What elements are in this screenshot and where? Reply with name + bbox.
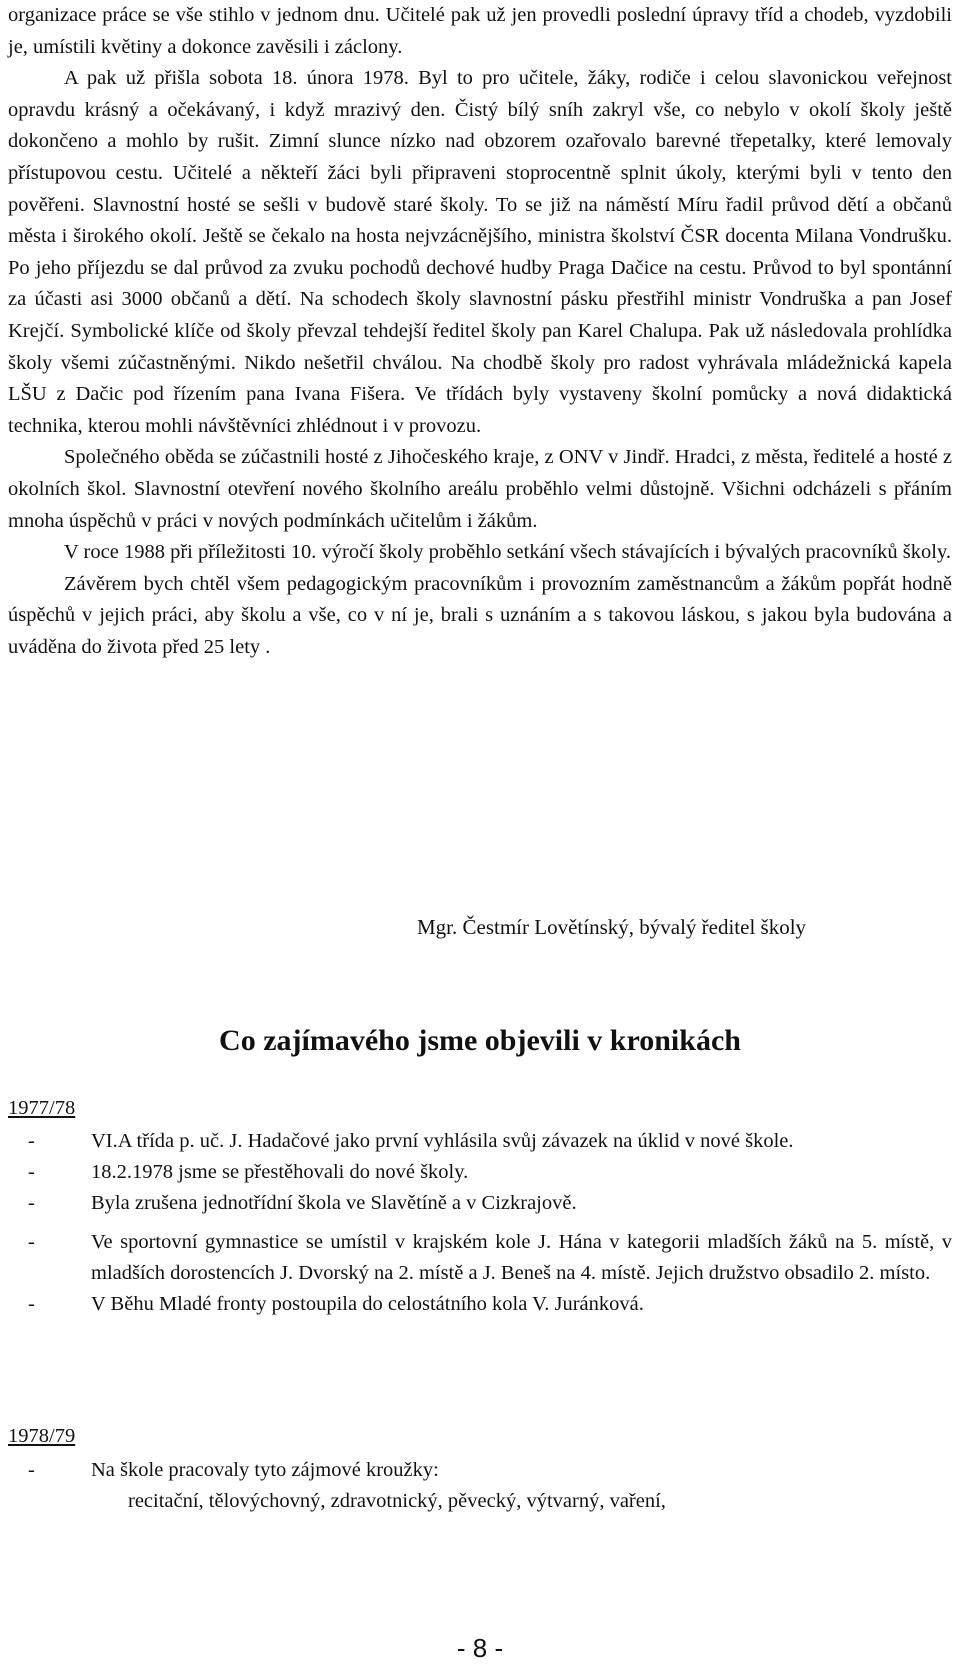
list-item [0, 1157, 952, 1188]
section-heading: Co zajímavého jsme objevili v kronikách [219, 1024, 741, 1057]
dash-bullet: - [28, 1130, 35, 1152]
paragraph: Společného oběda se zúčastnili hosté z Jihočeského kraje, z ONV v Jindř. Hradci, z města, ředitelé a hosté z okolních škol. Slavnostní otevření nového školního areálu proběhlo velmi důstojně. Všichni odcházeli s přáním mnoha úspěchů v práci v nových podmínkách učitelům i žákům. [8, 446, 952, 532]
list-item [0, 1455, 952, 1486]
dash-bullet: - [28, 1161, 35, 1183]
dash-bullet: - [28, 1231, 35, 1253]
list-item-text: Byla zrušena jednotřídní škola ve Slavětíně a v Cizkrajově. [91, 1192, 577, 1214]
dash-bullet: - [28, 1293, 35, 1315]
list-item-text: Ve sportovní gymnastice se umístil v krajském kole J. Hána v kategorii mladších žáků na 5. místě, v mladších dorostencích J. Dvorský na 2. místě a J. Beneš na 4. místě. Jejich družstvo obsadilo 2. místo. [91, 1231, 952, 1284]
year-label: 1978/79 [8, 1425, 76, 1447]
list-item-text: 18.2.1978 jsme se přestěhovali do nové školy. [91, 1161, 469, 1183]
list-item-text: Na škole pracovaly tyto zájmové kroužky: [91, 1459, 439, 1481]
paragraph: Závěrem bych chtěl všem pedagogickým pracovníkům i provozním zaměstnancům a žákům popřát hodně úspěchů v jejich práci, aby školu a vše, co v ní je, brali s uznáním a s takovou láskou, s jakou byla budována a uváděna do života před 25 lety . [8, 572, 952, 658]
dash-bullet: - [28, 1459, 35, 1481]
list-item [0, 1126, 952, 1157]
paragraph: V roce 1988 při příležitosti 10. výročí školy proběhlo setkání všech stávajících i bývalých pracovníků školy. [64, 541, 951, 564]
page-number: - 8 - [456, 1633, 504, 1663]
list-item [0, 1188, 952, 1219]
list-item-text: V Běhu Mladé fronty postoupila do celostátního kola V. Juránková. [91, 1293, 644, 1315]
paragraph: organizace práce se vše stihlo v jednom dnu. Učitelé pak už jen provedli poslední úpravy tříd a chodeb, vyzdobili je, umístili květiny a dokonce zavěsili i záclony. [8, 4, 952, 58]
author-signature: Mgr. Čestmír Lovětínský, bývalý ředitel školy [417, 915, 807, 939]
list-item-continuation: recitační, tělovýchovný, zdravotnický, pěvecký, výtvarný, vaření, [128, 1490, 666, 1512]
chronicle-text [8, 0, 952, 663]
chronicle-list [0, 1126, 952, 1320]
list-item [0, 1227, 952, 1289]
paragraph: A pak už přišla sobota 18. února 1978. Byl to pro učitele, žáky, rodiče i celou slavonickou veřejnost opravdu krásný a očekávaný, i když mrazivý den. Čistý bílý sníh zakryl vše, co nebylo v okolí školy ještě dokončeno a mohlo by rušit. Zimní slunce nízko nad obzorem ozařovalo barevné třepetalky, které lemovaly přístupovou cestu. Učitelé a někteří žáci byli připraveni stoprocentně splnit úkoly, kterými byli v tento den pověřeni. Slavnostní hosté se sešli v budově staré školy. To se již na náměstí Míru řadil průvod dětí a občanů města i širokého okolí. Ještě se čekalo na hosta nejvzácnějšího, ministra školství ČSR docenta Milana Vondrušku. Po jeho příjezdu se dal průvod za zvuku pochodů dechové hudby Praga Dačice na cestu. Průvod to byl spontánní za účasti asi 3000 občanů a dětí. Na schodech školy slavnostní pásku přestřihl ministr Vondruška a pan Josef Krejčí. Symbolické klíče od školy převzal tehdejší ředitel školy pan Karel Chalupa. Pak už následovala prohlídka školy všemi zúčastněnými. Nikdo nešetřil chválou. Na chodbě školy pro radost vyhrávala mládežnická kapela LŠU z Dačic pod řízením pana Ivana Fišera. Ve třídách byly vystaveny školní pomůcky a nová didaktická technika, kterou mohli návštěvníci zhlédnout i v provozu. [8, 67, 952, 437]
dash-bullet: - [28, 1192, 35, 1214]
year-label: 1977/78 [8, 1097, 76, 1119]
chronicle-list [0, 1455, 952, 1517]
list-item-text: VI.A třída p. uč. J. Hadačové jako první vyhlásila svůj závazek na úklid v nové škole. [91, 1130, 794, 1152]
list-item [0, 1289, 952, 1320]
